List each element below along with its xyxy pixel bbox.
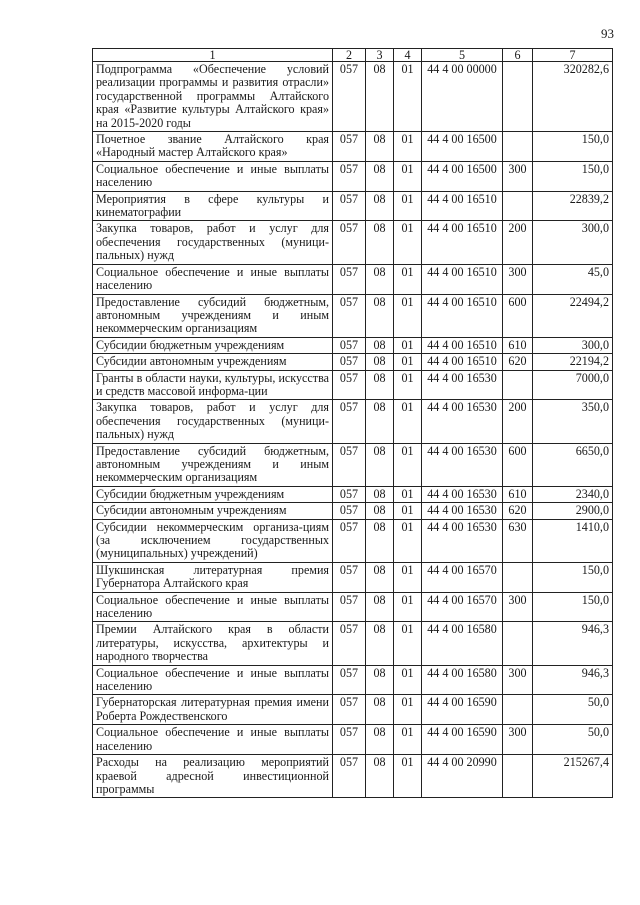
section-code-cell: 08 bbox=[366, 191, 394, 221]
subsection-code-cell: 01 bbox=[394, 562, 422, 592]
expense-type-cell: 300 bbox=[503, 725, 533, 755]
ministry-code-cell: 057 bbox=[333, 562, 366, 592]
row-name-cell: Социальное обеспечение и иные выплаты населению bbox=[93, 665, 333, 695]
expense-type-cell: 610 bbox=[503, 337, 533, 353]
expense-type-cell bbox=[503, 755, 533, 798]
amount-cell: 50,0 bbox=[533, 695, 613, 725]
ministry-code-cell: 057 bbox=[333, 755, 366, 798]
section-code-cell: 08 bbox=[366, 562, 394, 592]
target-article-cell: 44 4 00 16500 bbox=[422, 132, 503, 162]
table-row bbox=[93, 400, 613, 443]
table-row bbox=[93, 486, 613, 502]
amount-cell: 150,0 bbox=[533, 161, 613, 191]
row-name-cell: Мероприятия в сфере культуры и кинематографии bbox=[93, 191, 333, 221]
target-article-cell: 44 4 00 16530 bbox=[422, 443, 503, 486]
target-article-cell: 44 4 00 16510 bbox=[422, 337, 503, 353]
target-article-cell: 44 4 00 16530 bbox=[422, 400, 503, 443]
expense-type-cell: 200 bbox=[503, 400, 533, 443]
expense-type-cell bbox=[503, 622, 533, 665]
amount-cell: 7000,0 bbox=[533, 370, 613, 400]
amount-cell: 300,0 bbox=[533, 337, 613, 353]
ministry-code-cell: 057 bbox=[333, 337, 366, 353]
amount-cell: 45,0 bbox=[533, 264, 613, 294]
target-article-cell: 44 4 00 20990 bbox=[422, 755, 503, 798]
target-article-cell: 44 4 00 16590 bbox=[422, 695, 503, 725]
subsection-code-cell: 01 bbox=[394, 400, 422, 443]
section-code-cell: 08 bbox=[366, 443, 394, 486]
row-name-cell: Расходы на реализацию мероприятий краевой адресной инвестиционной программы bbox=[93, 755, 333, 798]
ministry-code-cell: 057 bbox=[333, 161, 366, 191]
section-code-cell: 08 bbox=[366, 161, 394, 191]
section-code-cell: 08 bbox=[366, 337, 394, 353]
ministry-code-cell: 057 bbox=[333, 665, 366, 695]
row-name-cell: Предоставление субсидий бюджетным, автономным учреждениям и иным некоммерческим организациям bbox=[93, 443, 333, 486]
row-name-cell: Закупка товаров, работ и услуг для обеспечения государственных (муници-пальных) нужд bbox=[93, 400, 333, 443]
target-article-cell: 44 4 00 16530 bbox=[422, 370, 503, 400]
row-name-cell: Социальное обеспечение и иные выплаты населению bbox=[93, 592, 333, 622]
row-name-cell: Премии Алтайского края в области литературы, искусства, архитектуры и народного творчества bbox=[93, 622, 333, 665]
expense-type-cell: 630 bbox=[503, 519, 533, 562]
table-row bbox=[93, 592, 613, 622]
row-name-cell: Почетное звание Алтайского края «Народный мастер Алтайского края» bbox=[93, 132, 333, 162]
subsection-code-cell: 01 bbox=[394, 370, 422, 400]
amount-cell: 150,0 bbox=[533, 562, 613, 592]
section-code-cell: 08 bbox=[366, 592, 394, 622]
section-code-cell: 08 bbox=[366, 354, 394, 370]
amount-cell: 2900,0 bbox=[533, 503, 613, 519]
row-name-cell: Закупка товаров, работ и услуг для обеспечения государственных (муници-пальных) нужд bbox=[93, 221, 333, 264]
ministry-code-cell: 057 bbox=[333, 354, 366, 370]
amount-cell: 150,0 bbox=[533, 592, 613, 622]
table-row bbox=[93, 725, 613, 755]
section-code-cell: 08 bbox=[366, 486, 394, 502]
table-row bbox=[93, 132, 613, 162]
table-row bbox=[93, 221, 613, 264]
target-article-cell: 44 4 00 16530 bbox=[422, 486, 503, 502]
target-article-cell: 44 4 00 16530 bbox=[422, 519, 503, 562]
header-cell: 7 bbox=[533, 49, 613, 62]
table-row bbox=[93, 443, 613, 486]
target-article-cell: 44 4 00 16500 bbox=[422, 161, 503, 191]
section-code-cell: 08 bbox=[366, 221, 394, 264]
row-name-cell: Губернаторская литературная премия имени Роберта Рождественского bbox=[93, 695, 333, 725]
ministry-code-cell: 057 bbox=[333, 132, 366, 162]
subsection-code-cell: 01 bbox=[394, 443, 422, 486]
section-code-cell: 08 bbox=[366, 264, 394, 294]
target-article-cell: 44 4 00 16510 bbox=[422, 294, 503, 337]
table-row bbox=[93, 370, 613, 400]
target-article-cell: 44 4 00 16510 bbox=[422, 221, 503, 264]
expense-type-cell: 200 bbox=[503, 221, 533, 264]
section-code-cell: 08 bbox=[366, 519, 394, 562]
section-code-cell: 08 bbox=[366, 503, 394, 519]
ministry-code-cell: 057 bbox=[333, 519, 366, 562]
row-name-cell: Социальное обеспечение и иные выплаты населению bbox=[93, 161, 333, 191]
section-code-cell: 08 bbox=[366, 755, 394, 798]
expense-type-cell: 300 bbox=[503, 665, 533, 695]
amount-cell: 215267,4 bbox=[533, 755, 613, 798]
section-code-cell: 08 bbox=[366, 62, 394, 132]
amount-cell: 2340,0 bbox=[533, 486, 613, 502]
amount-cell: 22194,2 bbox=[533, 354, 613, 370]
ministry-code-cell: 057 bbox=[333, 695, 366, 725]
subsection-code-cell: 01 bbox=[394, 337, 422, 353]
section-code-cell: 08 bbox=[366, 725, 394, 755]
target-article-cell: 44 4 00 16510 bbox=[422, 264, 503, 294]
table-row bbox=[93, 622, 613, 665]
row-name-cell: Субсидии бюджетным учреждениям bbox=[93, 486, 333, 502]
ministry-code-cell: 057 bbox=[333, 294, 366, 337]
ministry-code-cell: 057 bbox=[333, 62, 366, 132]
table-row bbox=[93, 503, 613, 519]
table-row bbox=[93, 264, 613, 294]
expense-type-cell bbox=[503, 695, 533, 725]
section-code-cell: 08 bbox=[366, 665, 394, 695]
ministry-code-cell: 057 bbox=[333, 592, 366, 622]
amount-cell: 6650,0 bbox=[533, 443, 613, 486]
row-name-cell: Субсидии бюджетным учреждениям bbox=[93, 337, 333, 353]
table-body bbox=[93, 49, 613, 798]
header-row bbox=[93, 49, 613, 62]
ministry-code-cell: 057 bbox=[333, 221, 366, 264]
table-row bbox=[93, 337, 613, 353]
subsection-code-cell: 01 bbox=[394, 755, 422, 798]
subsection-code-cell: 01 bbox=[394, 665, 422, 695]
subsection-code-cell: 01 bbox=[394, 294, 422, 337]
amount-cell: 300,0 bbox=[533, 221, 613, 264]
section-code-cell: 08 bbox=[366, 695, 394, 725]
amount-cell: 946,3 bbox=[533, 665, 613, 695]
row-name-cell: Шукшинская литературная премия Губернатора Алтайского края bbox=[93, 562, 333, 592]
expense-type-cell: 620 bbox=[503, 354, 533, 370]
target-article-cell: 44 4 00 16510 bbox=[422, 354, 503, 370]
expense-type-cell: 600 bbox=[503, 294, 533, 337]
subsection-code-cell: 01 bbox=[394, 221, 422, 264]
subsection-code-cell: 01 bbox=[394, 695, 422, 725]
amount-cell: 320282,6 bbox=[533, 62, 613, 132]
subsection-code-cell: 01 bbox=[394, 161, 422, 191]
ministry-code-cell: 057 bbox=[333, 622, 366, 665]
ministry-code-cell: 057 bbox=[333, 725, 366, 755]
section-code-cell: 08 bbox=[366, 400, 394, 443]
subsection-code-cell: 01 bbox=[394, 725, 422, 755]
ministry-code-cell: 057 bbox=[333, 264, 366, 294]
expense-type-cell bbox=[503, 62, 533, 132]
subsection-code-cell: 01 bbox=[394, 519, 422, 562]
row-name-cell: Социальное обеспечение и иные выплаты населению bbox=[93, 725, 333, 755]
subsection-code-cell: 01 bbox=[394, 486, 422, 502]
subsection-code-cell: 01 bbox=[394, 354, 422, 370]
header-cell: 2 bbox=[333, 49, 366, 62]
header-cell: 3 bbox=[366, 49, 394, 62]
row-name-cell: Субсидии автономным учреждениям bbox=[93, 354, 333, 370]
ministry-code-cell: 057 bbox=[333, 370, 366, 400]
row-name-cell: Социальное обеспечение и иные выплаты населению bbox=[93, 264, 333, 294]
section-code-cell: 08 bbox=[366, 132, 394, 162]
expense-type-cell bbox=[503, 191, 533, 221]
target-article-cell: 44 4 00 16510 bbox=[422, 191, 503, 221]
table-row bbox=[93, 161, 613, 191]
subsection-code-cell: 01 bbox=[394, 132, 422, 162]
page-number: 93 bbox=[601, 26, 614, 41]
row-name-cell: Предоставление субсидий бюджетным, автономным учреждениям и иным некоммерческим организациям bbox=[93, 294, 333, 337]
expense-type-cell: 300 bbox=[503, 592, 533, 622]
expense-type-cell: 300 bbox=[503, 161, 533, 191]
subsection-code-cell: 01 bbox=[394, 264, 422, 294]
subsection-code-cell: 01 bbox=[394, 622, 422, 665]
ministry-code-cell: 057 bbox=[333, 503, 366, 519]
expense-type-cell: 300 bbox=[503, 264, 533, 294]
expense-type-cell: 600 bbox=[503, 443, 533, 486]
subsection-code-cell: 01 bbox=[394, 62, 422, 132]
header-cell: 1 bbox=[93, 49, 333, 62]
target-article-cell: 44 4 00 16530 bbox=[422, 503, 503, 519]
target-article-cell: 44 4 00 16580 bbox=[422, 622, 503, 665]
section-code-cell: 08 bbox=[366, 370, 394, 400]
table-row bbox=[93, 562, 613, 592]
subsection-code-cell: 01 bbox=[394, 592, 422, 622]
amount-cell: 946,3 bbox=[533, 622, 613, 665]
table-row bbox=[93, 191, 613, 221]
amount-cell: 1410,0 bbox=[533, 519, 613, 562]
ministry-code-cell: 057 bbox=[333, 400, 366, 443]
row-name-cell: Субсидии автономным учреждениям bbox=[93, 503, 333, 519]
amount-cell: 22839,2 bbox=[533, 191, 613, 221]
amount-cell: 350,0 bbox=[533, 400, 613, 443]
row-name-cell: Субсидии некоммерческим организа-циям (за исключением государственных (муниципальных) учреждений) bbox=[93, 519, 333, 562]
target-article-cell: 44 4 00 16580 bbox=[422, 665, 503, 695]
expense-type-cell bbox=[503, 132, 533, 162]
section-code-cell: 08 bbox=[366, 294, 394, 337]
table-row bbox=[93, 62, 613, 132]
subsection-code-cell: 01 bbox=[394, 191, 422, 221]
row-name-cell: Подпрограмма «Обеспечение условий реализации программы и развития отрасли» государственной программы Алтайского края «Развитие культуры Алтайского края» на 2015-2020 годы bbox=[93, 62, 333, 132]
table-row bbox=[93, 519, 613, 562]
ministry-code-cell: 057 bbox=[333, 486, 366, 502]
amount-cell: 150,0 bbox=[533, 132, 613, 162]
subsection-code-cell: 01 bbox=[394, 503, 422, 519]
expense-type-cell bbox=[503, 562, 533, 592]
table-row bbox=[93, 695, 613, 725]
target-article-cell: 44 4 00 16570 bbox=[422, 592, 503, 622]
expense-type-cell bbox=[503, 370, 533, 400]
table-row bbox=[93, 354, 613, 370]
header-cell: 4 bbox=[394, 49, 422, 62]
header-cell: 5 bbox=[422, 49, 503, 62]
expense-type-cell: 610 bbox=[503, 486, 533, 502]
table-row bbox=[93, 294, 613, 337]
expense-type-cell: 620 bbox=[503, 503, 533, 519]
section-code-cell: 08 bbox=[366, 622, 394, 665]
ministry-code-cell: 057 bbox=[333, 191, 366, 221]
header-cell: 6 bbox=[503, 49, 533, 62]
target-article-cell: 44 4 00 16590 bbox=[422, 725, 503, 755]
amount-cell: 50,0 bbox=[533, 725, 613, 755]
ministry-code-cell: 057 bbox=[333, 443, 366, 486]
amount-cell: 22494,2 bbox=[533, 294, 613, 337]
table-row bbox=[93, 665, 613, 695]
table-row bbox=[93, 755, 613, 798]
target-article-cell: 44 4 00 16570 bbox=[422, 562, 503, 592]
budget-table bbox=[92, 48, 613, 798]
row-name-cell: Гранты в области науки, культуры, искусства и средств массовой информа-ции bbox=[93, 370, 333, 400]
target-article-cell: 44 4 00 00000 bbox=[422, 62, 503, 132]
